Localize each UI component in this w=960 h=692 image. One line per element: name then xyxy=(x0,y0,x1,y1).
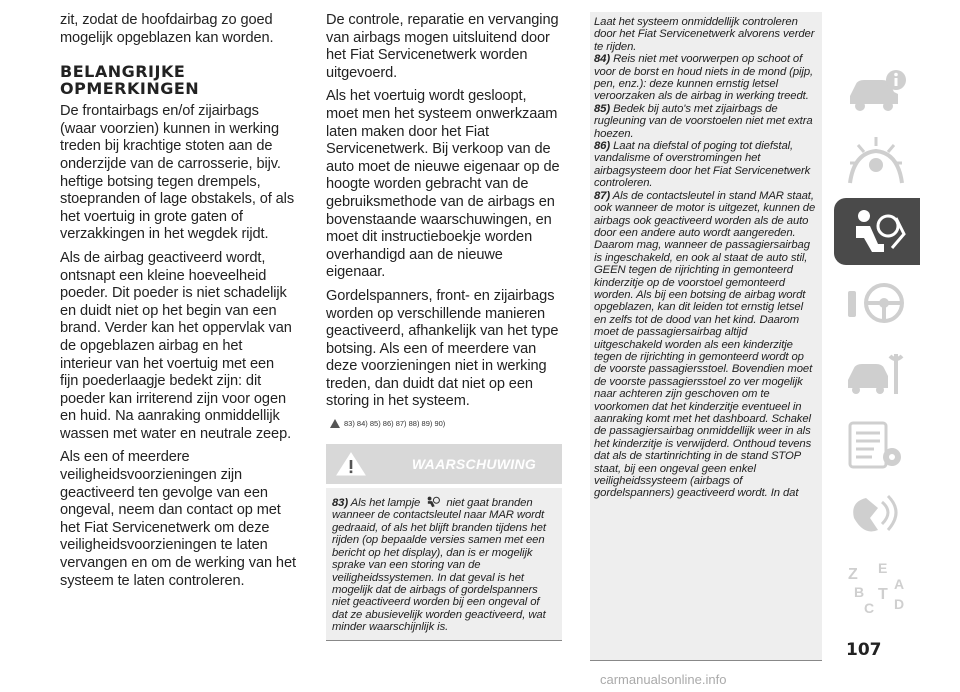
watermark: carmanualsonline.info xyxy=(600,672,727,687)
car-info-icon xyxy=(844,62,910,118)
warning-body xyxy=(326,488,562,640)
text-column-1 xyxy=(60,12,296,590)
note-text: Reis niet met voorwerpen op schoot of voor de borst en houd niets in de mond (pijp, pen, enz.): deze kunnen ernstig letsel veroorzaken als de airbag in werking treedt. xyxy=(594,53,814,103)
index-letter: Z xyxy=(848,566,858,583)
note-text: Als het lampje xyxy=(350,497,421,510)
index-letter: T xyxy=(878,586,888,603)
text-column-2 xyxy=(326,12,562,641)
page-number: 107 xyxy=(846,640,882,660)
note-text: Laat na diefstal of poging tot diefstal, vandalisme of overstromingen het airbagsysteem door het Fiat Servicenetwerk controleren. xyxy=(594,140,811,190)
paragraph: De frontairbags en/of zijairbags (waar voorzien) kunnen in werking treden bij krachtige stoten aan de onderzijde van de carrosserie, bijv. heftige botsing tegen drempels, stoepranden of lage obstakels, of als het voertuig in grote gaten of verzakkingen in het wegdek rijdt. xyxy=(60,103,295,243)
paragraph: De controle, reparatie en vervanging van airbags mogen uitsluitend door het Fiat Servicenetwerk worden uitgevoerd. xyxy=(326,12,559,81)
note-text: niet gaat branden wanneer de contactsleutel naar MAR wordt gedraaid, of als het blijft branden tijdens het rijden (op bepaalde versies samen met een bericht op het display), dan is er mogelijk sprake van een storing van de veiligheidssystemen. In dat geval is het mogelijk dat de airbags of gordelspanners niet geactiveerd worden bij een ongeval of dat ze abusievelijk worden geactiveerd, wat minder waarschijnlijk is. xyxy=(332,497,546,634)
tab-multimedia[interactable] xyxy=(834,482,920,549)
chapter-tabs xyxy=(834,56,920,624)
paragraph: Als een of meerdere veiligheidsvoorzieningen zijn geactiveerd ten gevolge van een ongeval, neem dan contact op met het Fiat Servicenetwerk om deze veiligheidsvoorzieningen te laten vervangen en om de werking van het systeem te laten controleren. xyxy=(60,449,296,589)
warning-item-85 xyxy=(594,103,818,140)
steering-wheel-icon xyxy=(844,275,910,331)
car-tools-icon xyxy=(844,346,910,402)
index-letter: A xyxy=(894,576,905,592)
warning-header xyxy=(326,444,562,484)
airbag-warning-lamp-icon xyxy=(423,496,443,508)
section-heading: BELANGRIJKE OPMERKINGEN xyxy=(60,62,200,99)
tab-index[interactable] xyxy=(834,553,920,620)
tab-dashboard-lights[interactable] xyxy=(834,127,920,194)
warning-item-87 xyxy=(594,190,818,500)
alphabet-index-icon xyxy=(844,559,910,615)
warning-title: WAARSCHUWING xyxy=(411,456,537,473)
text-column-3 xyxy=(590,12,822,661)
note-number: 83) xyxy=(332,497,349,510)
warning-triangle-icon xyxy=(336,452,366,476)
note-text: Bedek bij auto's met zijairbags de rugleuning van de voorstoelen niet met extra hoezen. xyxy=(594,102,813,140)
paragraph: Gordelspanners, front- en zijairbags worden op verschillende manieren geactiveerd, afhankelijk van het type botsing. Als een of meerdere van deze voorzieningen niet in werking treden, dan duidt dat niet op een storing in het systeem. xyxy=(326,287,559,410)
tab-maintenance[interactable] xyxy=(834,411,920,478)
tab-safety[interactable] xyxy=(834,198,920,265)
multimedia-icon xyxy=(844,488,910,544)
index-letter: E xyxy=(878,560,888,576)
warning-continuation xyxy=(590,12,822,661)
index-letter: C xyxy=(864,600,875,615)
paragraph: Als de airbag geactiveerd wordt, ontsnapt een kleine hoeveelheid poeder. Dit poeder is niet schadelijk en duidt niet op het begin van een brand. Verder kan het oppervlak van de opgeblazen airbag en het interieur van het voertuig met een fijn poederlaagje bedekt zijn: dit poeder kan irriterend zijn voor ogen en huid. Na aanraking onmiddellijk wassen met water en neutrale zeep. xyxy=(60,249,292,442)
note-number: 84) xyxy=(594,53,611,66)
reference-numbers: 83) 84) 85) 86) 87) 88) 89) 90) xyxy=(344,419,446,429)
list-settings-icon xyxy=(844,417,910,473)
dashboard-lights-icon xyxy=(844,133,910,189)
intro-paragraph: zit, zodat de hoofdairbag zo goed mogelijk opgeblazen kan worden. xyxy=(60,12,274,46)
note-text: Als de contactsleutel in stand MAR staat, ook wanneer de motor is uitgezet, kunnen de airbags ook geactiveerd worden als de auto door een andere auto wordt aangereden. Daarom mag, wanneer de passagiersairbag is ingeschakeld, en ook al staat de auto stil, GEEN tegen de rijrichting in gemonteerd kinderzitje op de voorstoel gemonteerd worden. Als bij een botsing de airbag wordt opgeblazen, kan dit leiden tot ernstig letsel en zelfs tot de dood van het kind. Daarom moet de passagiersairbag altijd uitgeschakeld worden als een kinderzitje tegen de rijrichting in gemonteerd wordt op de voorste passagiersstoel. Bovendien moet de voorste passagiersstoel zo ver mogelijk naar achteren zijn geschoven om te voorkomen dat het kinderzitje eventueel in aanraking komt met het dashboard. Schakel de passagiersairbag onmiddellijk weer in als het kinderzitje is verwijderd. Onthoud tevens dat als de startinrichting in de stand STOP staat, bij een ongeval geen enkel veiligheidssysteem (airbags of gordelspanners) geactiveerd wordt. In dat xyxy=(594,189,816,500)
tab-driving[interactable] xyxy=(834,269,920,336)
warning-item-84 xyxy=(594,53,818,103)
tab-emergency[interactable] xyxy=(834,340,920,407)
index-letter: D xyxy=(894,596,905,612)
warning-item-83 xyxy=(332,496,556,633)
paragraph: Als het voertuig wordt gesloopt, moet men het systeem onwerkzaam laten maken door het Fiat Servicenetwerk. Bij verkoop van de auto moet de nieuwe eigenaar op de hoogte worden gebracht van de gebruiksmethode van de airbags en bovenstaande waarschuwingen, en moet dit instructieboekje worden overhandigd aan de nieuwe eigenaar. xyxy=(326,88,560,281)
warning-item-86 xyxy=(594,140,818,190)
note-number: 87) xyxy=(594,189,611,202)
index-letter: B xyxy=(854,584,865,600)
airbag-seat-icon xyxy=(844,204,910,260)
warning-references xyxy=(330,419,562,428)
note-text: Laat het systeem onmiddellijk controleren door het Fiat Servicenetwerk alvorens verder te rijden. xyxy=(594,16,815,53)
warning-triangle-icon xyxy=(330,419,340,428)
note-number: 85) xyxy=(594,102,611,115)
tab-car-info[interactable] xyxy=(834,56,920,123)
note-number: 86) xyxy=(594,140,611,153)
